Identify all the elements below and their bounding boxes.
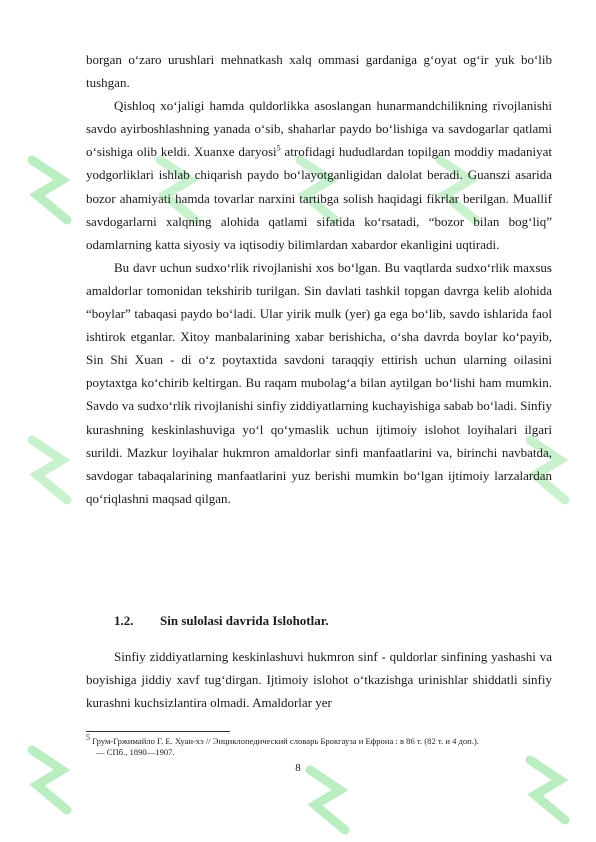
watermark-mark xyxy=(22,150,82,230)
body-text-top xyxy=(86,48,552,510)
watermark-mark xyxy=(22,740,82,820)
footnote-divider xyxy=(86,731,230,732)
footnote-marker: 5 xyxy=(86,733,90,743)
footnote-ref[interactable]: 5 xyxy=(276,144,281,154)
body-text-bottom xyxy=(86,645,552,714)
section-title: Sin sulolasi davrida Islohotlar. xyxy=(160,613,329,628)
footnote-line: — СПб., 1890—1907. xyxy=(96,747,175,757)
footnote xyxy=(86,733,552,758)
section-heading xyxy=(114,611,329,631)
watermark-mark xyxy=(22,430,82,510)
paragraph: Sinfiy ziddiyatlarning keskinlashuvi hukmron sinf - quldorlar sinfining yashashi va boyishiga jiddiy xavf tug‘dirgan. Ijtimoiy islohot o‘tkazishga urinishlar shiddatli sinfiy kurashni kuchsizlantira olmadi. Amaldorlar yer xyxy=(86,649,552,711)
page-number: 8 xyxy=(295,762,301,774)
paragraph: Bu davr uchun sudxo‘rlik rivojlanishi xos bo‘lgan. Bu vaqtlarda sudxo‘rlik maxsus amaldorlar tomonidan tekshirib turilgan. Sin davlati tashkil topgan davrga kelib alohida “boylar” tabaqasi paydo bo‘ladi. Ular yirik mulk (yer) ga ega bo‘lib, savdo ishlarida faol ishtirok etganlar. Xitoy manbalarining xabar berishicha, o‘sha davrda boylar ko‘payib, Sin Shi Xuan - di o‘z poytaxtida savdoni taraqqiy ettirish uchun ularning oilasini poytaxtga ko‘chirib keltirgan. Bu raqam mubolag‘a bilan aytilgan bo‘lishi ham mumkin. Savdo va sudxo‘rlik rivojlanishi sinfiy ziddiyatlarning kuchayishiga sabab bo‘ladi. Sinfiy kurashning keskinlashuviga yo‘l qo‘ymaslik uchun ijtimoiy islohot loyihalari ilgari surildi. Mazkur loyihalar hukmron amaldorlar sinfi manfaatlarini va, birinchi navbatda, savdogar tabaqalarining manfaatlarini yuz berishi mumkin bo‘lgan ijtimoiy larzalardan qo‘riqlashni maqsad qilgan. xyxy=(86,259,552,506)
paragraph: borgan o‘zaro urushlari mehnatkash xalq ommasi gardaniga g‘oyat og‘ir yuk bo‘lib tushgan. xyxy=(86,52,552,91)
section-number: 1.2. xyxy=(114,613,134,628)
footnote-line: Грум-Гржимайло Г. Е. Хуан-хэ // Энциклопедический словарь Брокгауза и Ефрона : в 86 т. (82 т. и 4 доп.). xyxy=(90,736,479,746)
paragraph: Qishloq xo‘jaligi hamda quldorlikka asoslangan hunarmandchilikning rivojlanishi savdo ayirboshlashning yanada o‘sib, shaharlar paydo bo‘lishiga va savdogarlar qatlami o‘sishiga olib keldi. Xuanxe daryosi$^5$ atrofidagi hududlardan topilgan moddiy madaniyat yodgorliklari ishlab chiqarish paydo bo‘layotganligidan dalolat beradi. Guanszi asarida bozor ahamiyati hamda tovarlar narxini tartibga solish haqidagi fikrlar berilgan. Muallif savdogarlarni xalqning alohida qatlami sifatida ko‘rsatadi, “bozor bilan bog‘liq” odamlarning katta siyosiy va iqtisodiy bilimlardan xabardor ekanligini uqtiradi. xyxy=(86,98,552,252)
